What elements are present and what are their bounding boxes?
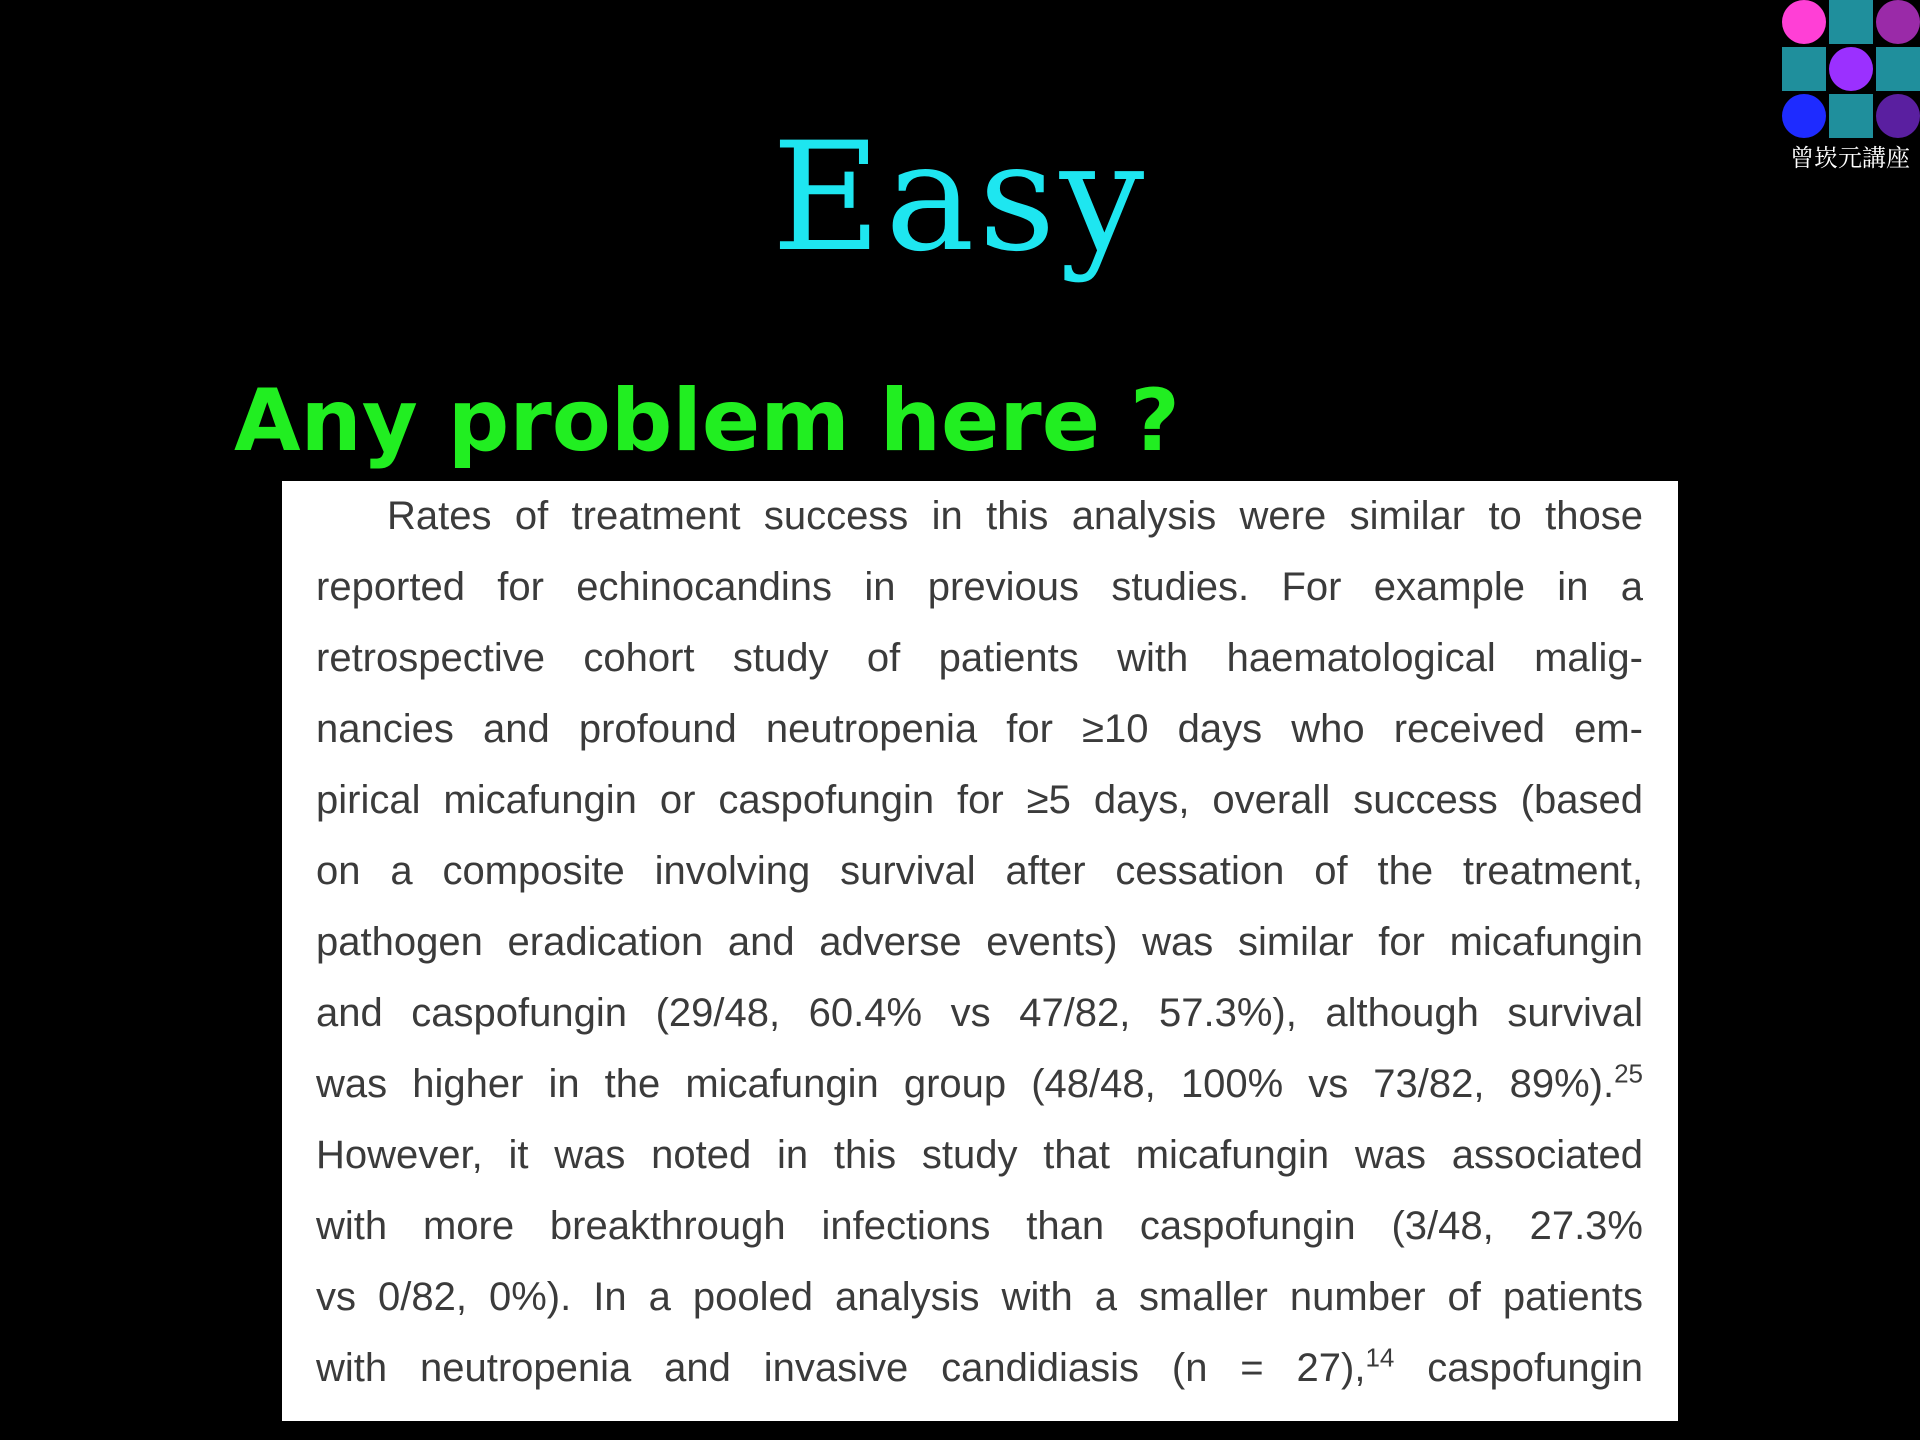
logo-mark	[1782, 0, 1920, 138]
excerpt-line: with more breakthrough infections than caspofungin (3/48, 27.3%	[316, 1204, 1643, 1248]
excerpt-line-text: was higher in the micafungin group (48/48, 100% vs 73/82, 89%).	[316, 1062, 1615, 1106]
logo-cell	[1782, 94, 1826, 138]
excerpt-line-text: with neutropenia and invasive candidiasis (n = 27),	[316, 1346, 1366, 1390]
logo-cell	[1829, 0, 1873, 44]
excerpt-line-with-ref	[316, 1049, 1643, 1120]
excerpt-line: pirical micafungin or caspofungin for ≥5 days, overall success (based	[316, 778, 1643, 822]
excerpt-line: and caspofungin (29/48, 60.4% vs 47/82, 57.3%), although survival	[316, 991, 1643, 1035]
excerpt-line-text: caspofungin	[1427, 1346, 1643, 1390]
reference-superscript: 14	[1365, 1342, 1395, 1373]
excerpt-line: Rates of treatment success in this analysis were similar to those	[387, 494, 1643, 538]
paper-excerpt	[282, 481, 1678, 1421]
logo-cell	[1876, 0, 1920, 44]
excerpt-line: pathogen eradication and adverse events) was similar for micafungin	[316, 920, 1643, 964]
excerpt-line: vs 0/82, 0%). In a pooled analysis with a smaller number of patients	[316, 1275, 1643, 1319]
logo-cell	[1829, 94, 1873, 138]
logo-cell	[1782, 47, 1826, 91]
logo-cell	[1876, 94, 1920, 138]
excerpt-line: on a composite involving survival after cessation of the treatment,	[316, 849, 1643, 893]
excerpt-line-with-ref	[316, 1333, 1643, 1404]
logo-cell	[1782, 0, 1826, 44]
excerpt-line: However, it was noted in this study that micafungin was associated	[316, 1133, 1643, 1177]
slide-title: Easy	[771, 111, 1149, 285]
reference-superscript: 25	[1614, 1058, 1643, 1089]
slide-subtitle: Any problem here ?	[234, 371, 1180, 471]
excerpt-line: nancies and profound neutropenia for ≥10 days who received em-	[316, 707, 1643, 751]
lecture-logo	[1780, 0, 1920, 175]
logo-cell	[1876, 47, 1920, 91]
logo-text: 曾崁元講座	[1790, 144, 1910, 172]
excerpt-line: reported for echinocandins in previous studies. For example in a	[316, 565, 1643, 609]
logo-cell	[1829, 47, 1873, 91]
excerpt-line: retrospective cohort study of patients with haematological malig-	[316, 636, 1643, 680]
